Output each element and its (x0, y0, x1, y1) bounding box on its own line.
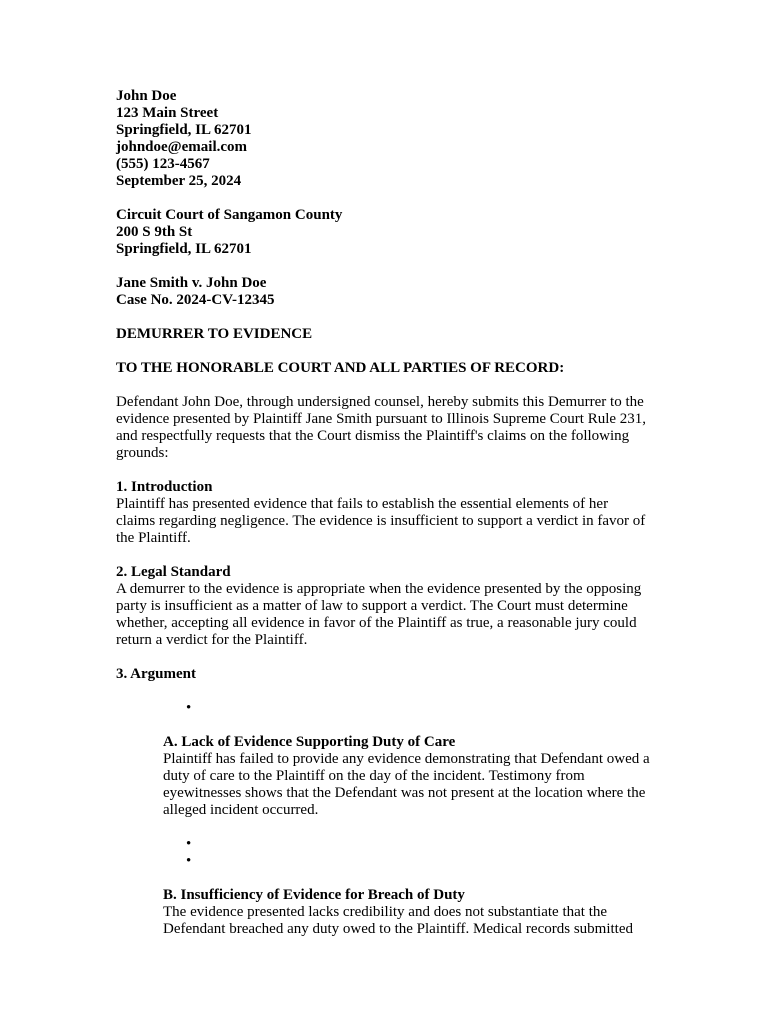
section-introduction (116, 479, 656, 547)
case-caption: Jane Smith v. John Doe (116, 275, 267, 291)
sender-phone: (555) 123-4567 (116, 156, 210, 172)
section-heading: 1. Introduction (116, 479, 213, 495)
letter-date: September 25, 2024 (116, 173, 242, 189)
court-address-block (116, 207, 656, 258)
sender-email: johndoe@email.com (116, 139, 248, 155)
case-block (116, 275, 656, 309)
document-title: DEMURRER TO EVIDENCE (116, 326, 313, 342)
section-heading: 3. Argument (116, 666, 196, 682)
argument-a (163, 734, 653, 819)
list-bullet: • (186, 836, 192, 852)
argument-b (163, 887, 653, 938)
court-name: Circuit Court of Sangamon County (116, 207, 343, 223)
court-street: 200 S 9th St (116, 224, 193, 240)
section-legal-standard (116, 564, 656, 649)
argument-body: Plaintiff has failed to provide any evidence demonstrating that Defendant owed a duty of care to the Plaintiff on the day of the incident. Testimony from eyewitnesses shows that the Defendant was not present at the location where the alleged incident occurred. (163, 751, 650, 818)
section-body: A demurrer to the evidence is appropriate when the evidence presented by the opposing party is insufficient as a matter of law to support a verdict. The Court must determine whether, accepting all evidence in favor of the Plaintiff as true, a reasonable jury could return a verdict for the Plaintiff. (116, 581, 642, 648)
sender-name: John Doe (116, 88, 177, 104)
list-bullet: • (186, 700, 192, 716)
argument-heading: B. Insufficiency of Evidence for Breach of Duty (163, 887, 465, 903)
court-city: Springfield, IL 62701 (116, 241, 252, 257)
case-number: Case No. 2024-CV-12345 (116, 292, 275, 308)
section-argument (116, 666, 656, 683)
list-bullet: • (186, 853, 192, 869)
intro-paragraph: Defendant John Doe, through undersigned counsel, hereby submits this Demurrer to the evidence presented by Plaintiff Jane Smith pursuant to Illinois Supreme Court Rule 231, and respectfully requests that the Court dismiss the Plaintiff's claims on the following grounds: (116, 394, 647, 461)
sender-street: 123 Main Street (116, 105, 219, 121)
sender-address-block (116, 88, 656, 190)
argument-body: The evidence presented lacks credibility and does not substantiate that the Defendant breached any duty owed to the Plaintiff. Medical records submitted (163, 904, 633, 937)
section-heading: 2. Legal Standard (116, 564, 231, 580)
section-body: Plaintiff has presented evidence that fails to establish the essential elements of her claims regarding negligence. The evidence is insufficient to support a verdict in favor of the Plaintiff. (116, 496, 646, 546)
sender-city: Springfield, IL 62701 (116, 122, 252, 138)
argument-heading: A. Lack of Evidence Supporting Duty of Care (163, 734, 456, 750)
document-page (116, 88, 656, 938)
salutation: TO THE HONORABLE COURT AND ALL PARTIES OF RECORD: (116, 360, 565, 376)
